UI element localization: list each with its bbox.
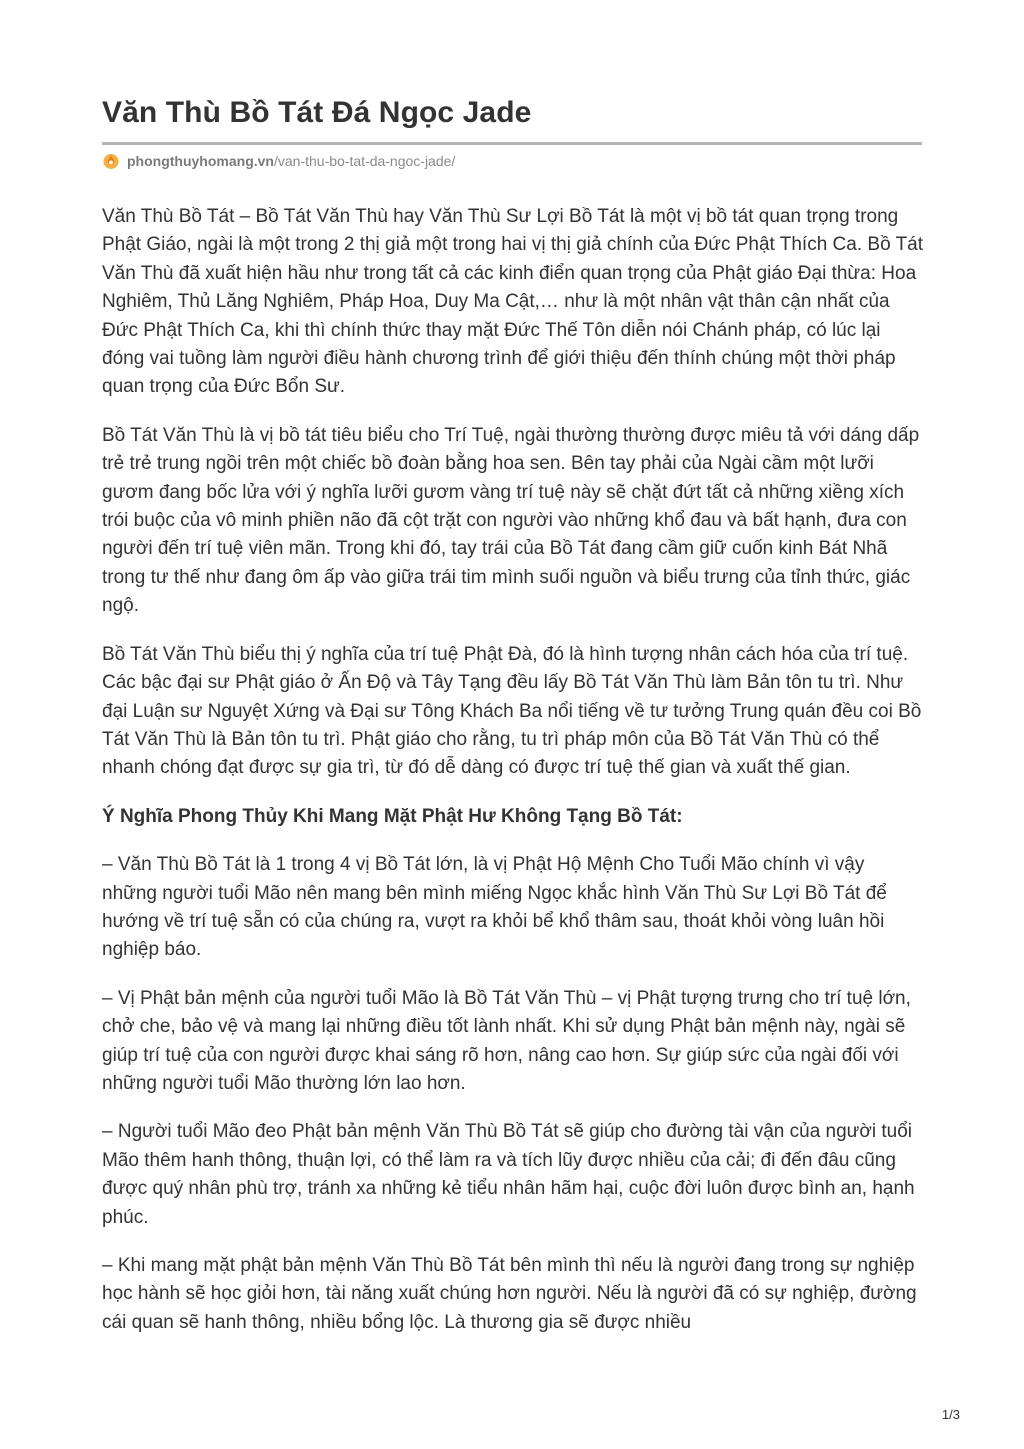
page-number: 1/3 (941, 1407, 960, 1422)
site-logo-icon (102, 152, 120, 170)
title-divider (102, 142, 922, 145)
section-heading: Ý Nghĩa Phong Thủy Khi Mang Mặt Phật Hư Không Tạng Bồ Tát: (102, 805, 683, 827)
paragraph: – Văn Thù Bồ Tát là 1 trong 4 vị Bồ Tát lớn, là vị Phật Hộ Mệnh Cho Tuổi Mão chính vì vậy những người tuổi Mão nên mang bên mình miếng Ngọc khắc hình Văn Thù Sư Lợi Bồ Tát để hướng về trí tuệ sẵn có của chúng ra, vượt ra khỏi bể khổ thâm sau, thoát khỏi vòng luân hồi nghiệp báo. (102, 854, 887, 961)
source-line (102, 151, 455, 171)
article-body (102, 203, 924, 1357)
paragraph: – Khi mang mặt phật bản mệnh Văn Thù Bồ Tát bên mình thì nếu là người đang trong sự nghiệp học hành sẽ học giỏi hơn, tài năng xuất chúng hơn người. Nếu là người đã có sự nghiệp, đường cái quan sẽ hanh thông, nhiều bổng lộc. Là thương gia sẽ được nhiều (102, 1255, 917, 1333)
paragraph: Văn Thù Bồ Tát – Bồ Tát Văn Thù hay Văn Thù Sư Lợi Bồ Tát là một vị bồ tát quan trọng trong Phật Giáo, ngài là một trong 2 thị giả một trong hai vị thị giả chính của Đức Phật Thích Ca. Bồ Tát Văn Thù đã xuất hiện hầu như trong tất cả các kinh điển quan trọng của Phật giáo Đại thừa: Hoa Nghiêm, Thủ Lăng Nghiêm, Pháp Hoa, Duy Ma Cật,… như là một nhân vật thân cận nhất của Đức Phật Thích Ca, khi thì chính thức thay mặt Đức Thế Tôn diễn nói Chánh pháp, có lúc lại đóng vai tuồng làm người điều hành chương trình để giới thiệu đến thính chúng một thời pháp quan trọng của Đức Bổn Sư. (102, 206, 924, 398)
source-domain[interactable]: phongthuyhomang.vn (127, 153, 274, 169)
paragraph: – Người tuổi Mão đeo Phật bản mệnh Văn Thù Bồ Tát sẽ giúp cho đường tài vận của người tuổi Mão thêm hanh thông, thuận lợi, có thể làm ra và tích lũy được nhiều của cải; đi đến đâu cũng được quý nhân phù trợ, tránh xa những kẻ tiểu nhân hãm hại, cuộc đời luôn được bình an, hạnh phúc. (102, 1121, 915, 1228)
paragraph: Bồ Tát Văn Thù là vị bồ tát tiêu biểu cho Trí Tuệ, ngài thường thường được miêu tả với dáng dấp trẻ trẻ trung ngồi trên một chiếc bồ đoàn bằng hoa sen. Bên tay phải của Ngài cầm một lưỡi gươm đang bốc lửa với ý nghĩa lưỡi gươm vàng trí tuệ này sẽ chặt đứt tất cả những xiềng xích trói buộc của vô minh phiền não đã cột trặt con người vào những khổ đau và bất hạnh, đưa con người đến trí tuệ viên mãn. Trong khi đó, tay trái của Bồ Tát đang cầm giữ cuốn kinh Bát Nhã trong tư thế như đang ôm ấp vào giữa trái tim mình suối nguồn và biểu trưng của tỉnh thức, giác ngộ. (102, 424, 920, 617)
paragraph: Bồ Tát Văn Thù biểu thị ý nghĩa của trí tuệ Phật Đà, đó là hình tượng nhân cách hóa của trí tuệ. Các bậc đại sư Phật giáo ở Ấn Độ và Tây Tạng đều lấy Bồ Tát Văn Thù làm Bản tôn tu trì. Như đại Luận sư Nguyệt Xứng và Đại sư Tông Khách Ba nổi tiếng về tư tưởng Trung quán đều coi Bồ Tát Văn Thù là Bản tôn tu trì. Phật giáo cho rằng, tu trì pháp môn của Bồ Tát Văn Thù có thể nhanh chóng đạt được sự gia trì, từ đó dễ dàng có được trí tuệ thế gian và xuất thế gian. (102, 643, 922, 779)
paragraph: – Vị Phật bản mệnh của người tuổi Mão là Bồ Tát Văn Thù – vị Phật tượng trưng cho trí tuệ lớn, chở che, bảo vệ và mang lại những điều tốt lành nhất. Khi sử dụng Phật bản mệnh này, ngài sẽ giúp trí tuệ của con người được khai sáng rõ hơn, nâng cao hơn. Sự giúp sức của ngài đối với những người tuổi Mão thường lớn lao hơn. (102, 987, 911, 1094)
source-path[interactable]: /van-thu-bo-tat-da-ngoc-jade/ (273, 153, 456, 169)
page-title: Văn Thù Bồ Tát Đá Ngọc Jade (102, 96, 532, 129)
